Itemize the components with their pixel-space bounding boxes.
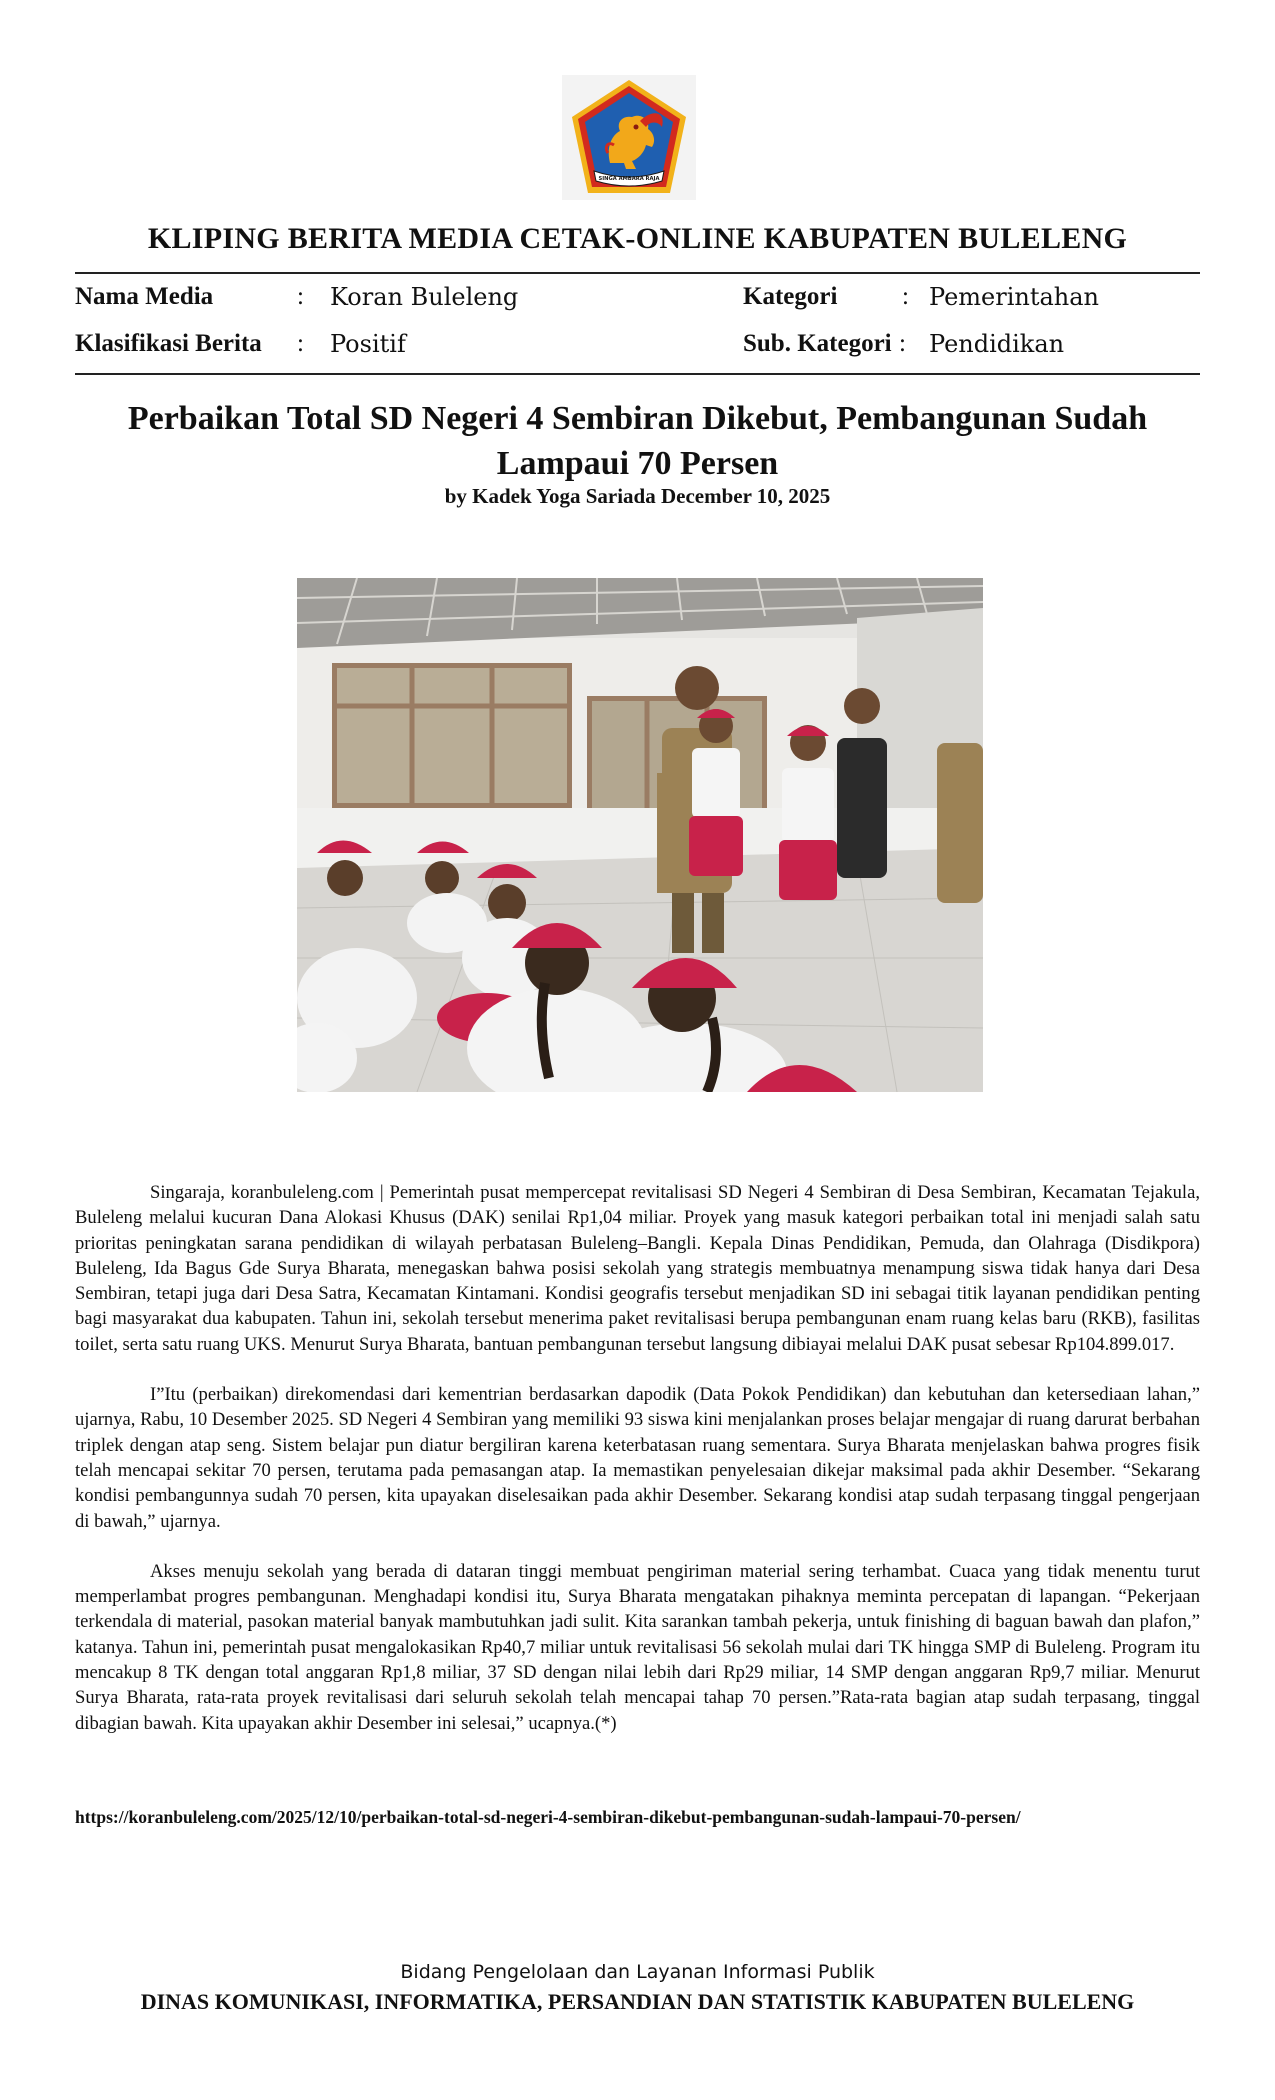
meta-row-subkategori (743, 330, 1193, 364)
media-value: Koran Buleleng (330, 283, 519, 311)
footer-agency: DINAS KOMUNIKASI, INFORMATIKA, PERSANDIAN DAN STATISTIK KABUPATEN BULELENG (140, 1989, 1135, 2014)
media-label: Nama Media (75, 283, 214, 310)
article-byline: by Kadek Yoga Sariada December 10, 2025 (444, 484, 831, 508)
subkategori-value: Pendidikan (929, 330, 1065, 358)
klasifikasi-value: Positif (330, 330, 406, 358)
source-url: https://koranbuleleng.com/2025/12/10/perbaikan-total-sd-negeri-4-sembiran-dikebut-pembangunan-sudah-lampaui-70-persen/ (75, 1807, 1021, 1827)
subkategori-label: Sub. Kategori (743, 330, 892, 357)
kategori-value: Pemerintahan (929, 283, 1100, 311)
article-photo (297, 578, 983, 1092)
article-paragraph: Singaraja, koranbuleleng.com | Pemerintah pusat mempercepat revitalisasi SD Negeri 4 Sembiran di Desa Sembiran, Kecamatan Tejakula, Buleleng melalui kucuran Dana Alokasi Khusus (DAK) senilai Rp1,04 miliar. Proyek yang masuk kategori perbaikan total ini menjadi salah satu prioritas peningkatan sarana pendidikan di wilayah perbatasan Buleleng–Bangli. Kepala Dinas Pendidikan, Pemuda, dan Olahraga (Disdikpora) Buleleng, Ida Bagus Gde Surya Bharata, menegaskan bahwa posisi sekolah yang strategis membuatnya menampung siswa tidak hanya dari Desa Sembiran, tetapi juga dari Desa Satra, Kecamatan Kintamani. Kondisi geografis tersebut menjadikan SD ini sebagai titik layanan pendidikan penting bagi masyarakat dua kabupaten. Tahun ini, sekolah tersebut menerima paket revitalisasi berupa pembangunan enam ruang kelas baru (RKB), fasilitas toilet, serta satu ruang UKS. Menurut Surya Bharata, bantuan pembangunan tersebut langsung dibiayai melalui DAK pusat sebesar Rp104.899.017. (75, 1182, 1200, 1355)
colon: : (297, 283, 304, 310)
crest-motto: SINGA AMBARA RAJA (598, 176, 660, 182)
buleleng-crest-logo (562, 75, 696, 200)
article-paragraph: Akses menuju sekolah yang berada di dataran tinggi membuat pengiriman material sering terhambat. Cuaca yang tidak menentu turut memperlambat progres pembangunan. Menghadapi kondisi itu, Surya Bharata mengatakan pihaknya meminta percepatan di lapangan. “Pekerjaan terkendala di material, pasokan material banyak mambutuhkan jadi sulit. Kita sarankan tambah pekerja, untuk finishing di baguan bawah dan plafon,” katanya. Tahun ini, pemerintah pusat mengalokasikan Rp40,7 miliar untuk revitalisasi 56 sekolah mulai dari TK hingga SMP di Buleleng. Program itu mencakup 8 TK dengan total anggaran Rp1,8 miliar, 37 SD dengan nilai lebih dari Rp29 miliar, 14 SMP dengan anggaran Rp9,7 miliar. Menurut Surya Bharata, rata-rata proyek revitalisasi dari seluruh sekolah telah mencapai tahap 70 persen.”Rata-rata bagian atap sudah terpasang, tinggal dibagian bawah. Kita upayakan akhir Desember ini selesai,” ucapnya.(*) (75, 1560, 1200, 1734)
article-paragraph: I”Itu (perbaikan) direkomendasi dari kementrian berdasarkan dapodik (Data Pokok Pendidikan) dan kebutuhan dan ketersediaan lahan,” ujarnya, Rabu, 10 Desember 2025. SD Negeri 4 Sembiran yang memiliki 93 siswa kini menjalankan proses belajar mengajar di ruang darurat berbahan triplek dengan atap seng. Sistem belajar pun diatur bergiliran karena keterbatasan ruang sementara. Surya Bharata menjelaskan bahwa progres fisik telah mencapai sekitar 70 persen, terutama pada pemasangan atap. Ia memastikan penyelesaian dikejar maksimal pada akhir Desember. “Sekarang kondisi pembangunnya sudah 70 persen, kita upayakan diselesaikan pada akhir Desember. Sekarang kondisi atap sudah terpasang tinggal pengerjaan di bawah,” ujarnya. (75, 1384, 1200, 1532)
article-body (75, 1180, 1200, 1761)
klasifikasi-label: Klasifikasi Berita (75, 330, 262, 357)
footer-division: Bidang Pengelolaan dan Layanan Informasi Publik (400, 1961, 875, 1983)
meta-row-kategori (743, 283, 1193, 317)
meta-row-klasifikasi (75, 330, 675, 364)
article-title: Perbaikan Total SD Negeri 4 Sembiran Dikebut, Pembangunan Sudah Lampaui 70 Persen (127, 400, 1148, 482)
header-title: KLIPING BERITA MEDIA CETAK-ONLINE KABUPATEN BULELENG (147, 222, 1128, 255)
top-divider (75, 272, 1200, 274)
colon: : (899, 330, 906, 357)
colon: : (902, 283, 909, 310)
meta-divider (75, 373, 1200, 375)
colon: : (297, 330, 304, 357)
meta-row-media (75, 283, 675, 317)
kategori-label: Kategori (743, 283, 838, 310)
